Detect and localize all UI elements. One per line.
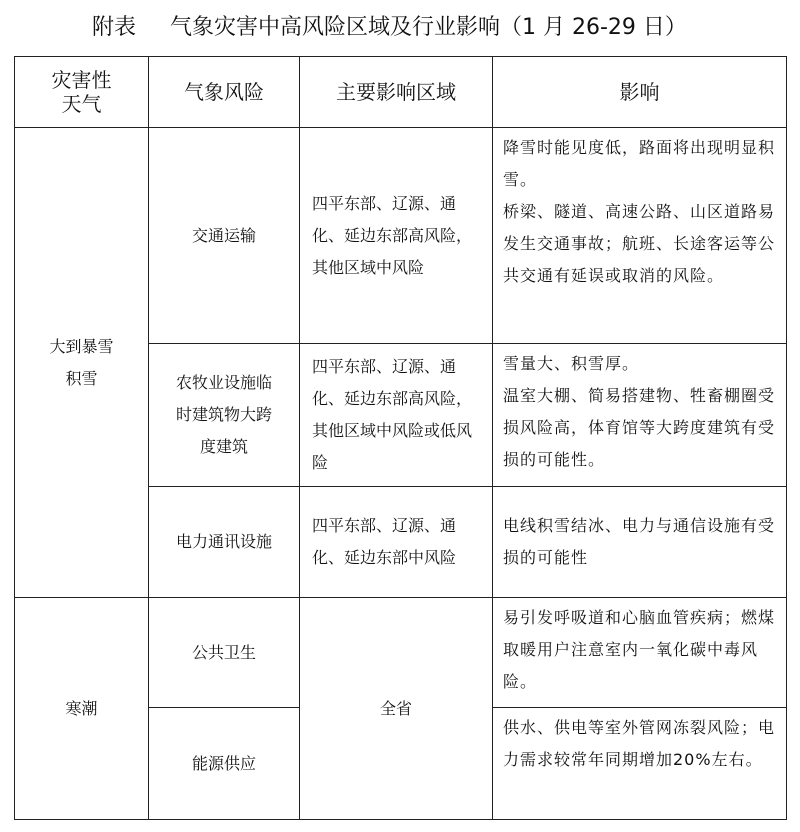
area-cell: [300, 344, 493, 487]
weather-cell: [15, 598, 149, 820]
header-area: 主要影响区域: [300, 57, 493, 128]
header-impact: 影响: [493, 57, 787, 128]
table-row: [15, 598, 787, 708]
risk-table: [14, 56, 787, 820]
risk-cell: [149, 708, 300, 820]
document-title: [0, 0, 800, 56]
impact-text: 温室大棚、简易搭建物、牲畜棚圈受损风险高，体育馆等大跨度建筑有受损的可能性。: [503, 386, 776, 469]
impact-text: 电线积雪结冰、电力与通信设施有受损的可能性: [503, 516, 776, 567]
weather-cell: [15, 128, 149, 598]
risk-label: 公共卫生: [191, 642, 256, 662]
risk-cell: [149, 487, 300, 598]
risk-label: 农牧业设施临时建筑物大跨度建筑: [175, 373, 272, 456]
area-label: 四平东部、辽源、通化、延边东部中风险: [312, 516, 457, 567]
area-cell: [300, 487, 493, 598]
weather-label: 寒潮: [65, 698, 98, 718]
impact-cell: [493, 708, 787, 820]
risk-label: 交通运输: [191, 225, 256, 245]
impact-text: 供水、供电等室外管网冻裂风险；电力需求较常年同期增加20%左右。: [503, 718, 776, 769]
area-cell: [300, 598, 493, 820]
risk-cell: [149, 344, 300, 487]
title-main: 气象灾害中高风险区域及行业影响（1 月 26-29 日）: [170, 15, 687, 40]
header-weather: 灾害性天气: [15, 57, 149, 128]
impact-cell: [493, 487, 787, 598]
impact-cell: [493, 598, 787, 708]
risk-label: 电力通讯设施: [175, 532, 272, 551]
impact-cell: [493, 128, 787, 344]
header-risk: 气象风险: [149, 57, 300, 128]
risk-label: 能源供应: [191, 753, 256, 773]
impact-text: 桥梁、隧道、高速公路、山区道路易发生交通事故；航班、长途客运等公共交通有延误或取消的风险。: [503, 202, 776, 285]
area-cell: [300, 128, 493, 344]
title-prefix: 附表: [92, 15, 137, 40]
impact-text: 雪量大、积雪厚。: [503, 354, 640, 373]
impact-cell: [493, 344, 787, 487]
table-header-row: [15, 57, 787, 128]
weather-label: 大到暴雪积雪: [49, 336, 114, 388]
impact-text: 降雪时能见度低，路面将出现明显积雪。: [503, 138, 776, 189]
risk-cell: [149, 598, 300, 708]
risk-cell: [149, 128, 300, 344]
area-label: 四平东部、辽源、通化、延边东部高风险，其他区域中风险: [312, 193, 473, 277]
area-label: 全省: [379, 698, 412, 718]
area-label: 四平东部、辽源、通化、延边东部高风险，其他区域中风险或低风险: [312, 357, 473, 472]
impact-text: 易引发呼吸道和心脑血管疾病；燃煤取暖用户注意室内一氧化碳中毒风险。: [503, 608, 776, 691]
table-row: [15, 128, 787, 344]
